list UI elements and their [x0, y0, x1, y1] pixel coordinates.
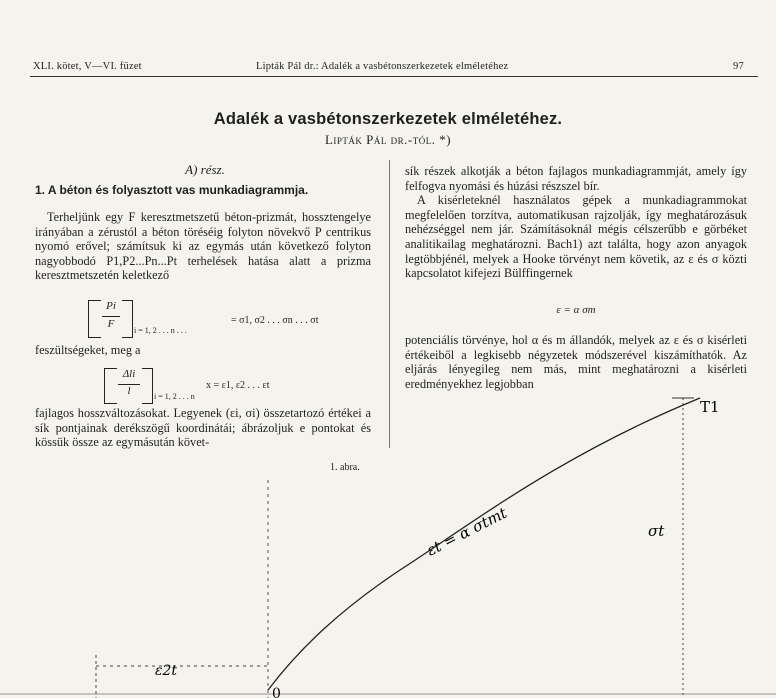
article-title: Adalék a vasbétonszerkezetek elméletéhez. [213, 110, 563, 128]
left-paragraph-1-text: Terheljünk egy F keresztmetszetű béton-prizmát, hossztengelye irányában a zérustól a béton töréséig folyton növekvő P centrikus nyomó erővel; számítsuk ki az egymás után következő folyton nagyobbodó P1,P2...Pn...Pt terhelések hatása alatt a prizma keresztmetszetén keletkező [35, 210, 371, 283]
work-diagram-curve [268, 398, 700, 690]
right-paragraph-2-text: potenciális törvénye, hol α és m állandók, melyek az ε és σ kisérleti értékeiből a legkisebb négyzetek módszerével kiszámíthatók. Az eljárás lényegileg nem más, mint meghatározni a kisérleti eredményekhez legjobban [405, 333, 747, 391]
sigma-label: σt [648, 522, 665, 540]
point-label-T1: T1 [700, 398, 720, 416]
formula-power-law: ε = α σm [556, 304, 596, 316]
formula-index: i = 1, 2 . . . n . . . [134, 326, 187, 335]
right-paragraph-1a-text: sík részek alkotják a béton fajlagos munkadiagrammját, amely így felfogva nyomási és húzási részszel bír. [405, 164, 747, 193]
page-number: 97 [733, 61, 744, 72]
frac-num: Pi [106, 300, 116, 312]
part-heading: A) rész. [185, 162, 225, 177]
figure-caption: 1. abra. [330, 462, 360, 473]
formula-index: i = 1, 2 . . . n [154, 392, 195, 401]
origin-label: 0 [272, 686, 281, 698]
header-volume: XLI. kötet, V—VI. füzet [33, 61, 142, 72]
frac-den: F [107, 318, 115, 330]
frac-num: Δli [122, 368, 136, 380]
header-running-title: Lipták Pál dr.: Adalék a vasbétonszerkezetek elméletéhez [256, 61, 509, 72]
right-paragraph-1b-text: A kisérleteknél használatos gépek a munkadiagrammokat megfelelően torzítva, automatikusan rajzolják, így meghatározásuk nehézséggel nem jár. Számításoknál mégis célszerűbb e görbéket analitikailag meghatározni. Bach1) azt találta, hogy azon anyagok legtöbbjénél, melyek a Hooke törvényt nem követik, az ε és σ közti kapcsolatot kifejezi Bülffingernek [405, 193, 747, 281]
formula-rhs: x = ε1, ε2 . . . εt [206, 380, 270, 391]
left-paragraph-2-text: feszültségeket, meg a [35, 343, 141, 357]
article-author: Lipták Pál dr.-tól. *) [324, 132, 452, 147]
frac-den: l [127, 385, 131, 397]
formula-rhs: = σ1, σ2 . . . σn . . . σt [231, 315, 319, 326]
left-paragraph-3-text: fajlagos hosszváltozásokat. Legyenek (εi, σi) összetartozó értékei a sík pontjainak derékszögű koordinátái; ábrázoljuk e pontokat és kössük össze az egymásután követ- [35, 406, 371, 450]
eps-label: ε2t [155, 663, 178, 679]
curve-equation-label: εt = α σtmt [423, 503, 510, 560]
section-heading: 1. A béton és folyasztott vas munkadiagrammja. [35, 183, 309, 197]
